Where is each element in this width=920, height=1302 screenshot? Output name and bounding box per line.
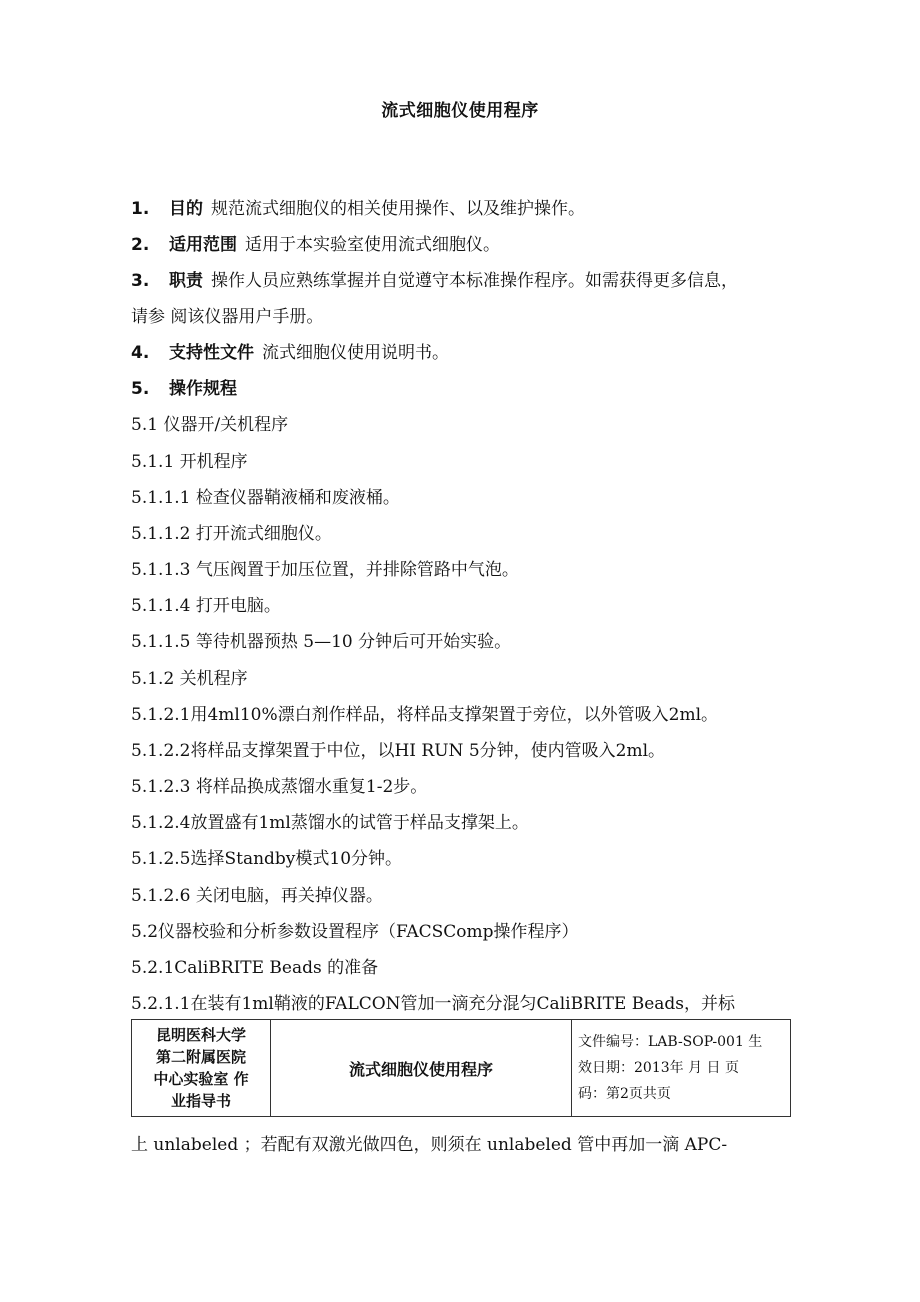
section-2 — [131, 234, 500, 256]
section-text: 适用于本实验室使用流式细胞仪。 — [245, 235, 500, 255]
org-line: 昆明医科大学 — [155, 1026, 246, 1044]
organization-cell — [132, 1020, 271, 1117]
procedure-line: 5.1.1.3 气压阀置于加压位置，并排除管路中气泡。 — [131, 560, 519, 580]
section-3-continuation: 请参 阅该仪器用户手册。 — [131, 307, 324, 327]
meta-line: 效日期：2013年 月 日 页 — [578, 1060, 739, 1076]
procedure-line: 5.1.2.6 关闭电脑，再关掉仪器。 — [131, 886, 383, 906]
procedure-line: 5.2仪器校验和分析参数设置程序（FACSComp操作程序） — [131, 922, 579, 942]
procedure-line: 5.1.1.4 打开电脑。 — [131, 596, 281, 616]
procedure-line: 5.1.2 关机程序 — [131, 669, 248, 689]
section-5 — [131, 378, 245, 400]
document-footer-table — [131, 1019, 791, 1117]
procedure-line: 5.1.2.5选择Standby模式10分钟。 — [131, 849, 403, 869]
meta-line: 码：第2页共页 — [578, 1086, 671, 1102]
section-1 — [131, 198, 585, 220]
section-text: 流式细胞仪使用说明书。 — [262, 343, 449, 363]
procedure-line: 5.1.1.5 等待机器预热 5—10 分钟后可开始实验。 — [131, 632, 512, 652]
procedure-line: 5.1.2.4放置盛有1ml蒸馏水的试管于样品支撑架上。 — [131, 813, 529, 833]
procedure-line: 5.1.1.1 检查仪器鞘液桶和废液桶。 — [131, 488, 400, 508]
section-number: 4. — [131, 343, 150, 363]
section-heading: 操作规程 — [169, 379, 237, 399]
procedure-line: 5.1.2.2将样品支撑架置于中位，以HI RUN 5分钟，使内管吸入2ml。 — [131, 741, 666, 761]
section-number: 3. — [131, 271, 150, 291]
section-heading: 目的 — [169, 199, 203, 219]
section-heading: 职责 — [169, 271, 203, 291]
meta-line: 文件编号：LAB-SOP-001 生 — [578, 1034, 763, 1050]
section-text: 操作人员应熟练掌握并自觉遵守本标准操作程序。如需获得更多信息， — [211, 271, 738, 291]
procedure-line: 5.1 仪器开/关机程序 — [131, 415, 289, 435]
section-4 — [131, 342, 449, 364]
org-line: 业指导书 — [170, 1092, 231, 1110]
procedure-line: 5.1.2.1用4ml10%漂白剂作样品，将样品支撑架置于旁位，以外管吸入2ml。 — [131, 705, 719, 725]
section-heading: 支持性文件 — [169, 343, 254, 363]
document-meta-cell — [572, 1020, 791, 1117]
section-number: 2. — [131, 235, 150, 255]
section-3 — [131, 270, 738, 292]
procedure-line: 5.1.1.2 打开流式细胞仪。 — [131, 524, 332, 544]
section-number: 1. — [131, 199, 150, 219]
procedure-line: 5.1.2.3 将样品换成蒸馏水重复1-2步。 — [131, 777, 428, 797]
procedure-line: 5.2.1CaliBRITE Beads 的准备 — [131, 958, 379, 978]
continuation-line: 上 unlabeled ；若配有双激光做四色，则须在 unlabeled 管中再加一滴 APC- — [131, 1135, 728, 1155]
document-title: 流式细胞仪使用程序 — [381, 101, 539, 121]
procedure-line: 5.1.1 开机程序 — [131, 452, 248, 472]
org-line: 第二附属医院 — [155, 1048, 246, 1066]
procedure-line: 5.2.1.1在装有1ml鞘液的FALCON管加一滴充分混匀CaliBRITE Beads，并标 — [131, 994, 736, 1014]
section-heading: 适用范围 — [169, 235, 237, 255]
section-text: 规范流式细胞仪的相关使用操作、以及维护操作。 — [211, 199, 585, 219]
org-line: 中心实验室 作 — [153, 1070, 249, 1088]
section-number: 5. — [131, 379, 150, 399]
document-title-cell: 流式细胞仪使用程序 — [271, 1020, 572, 1117]
